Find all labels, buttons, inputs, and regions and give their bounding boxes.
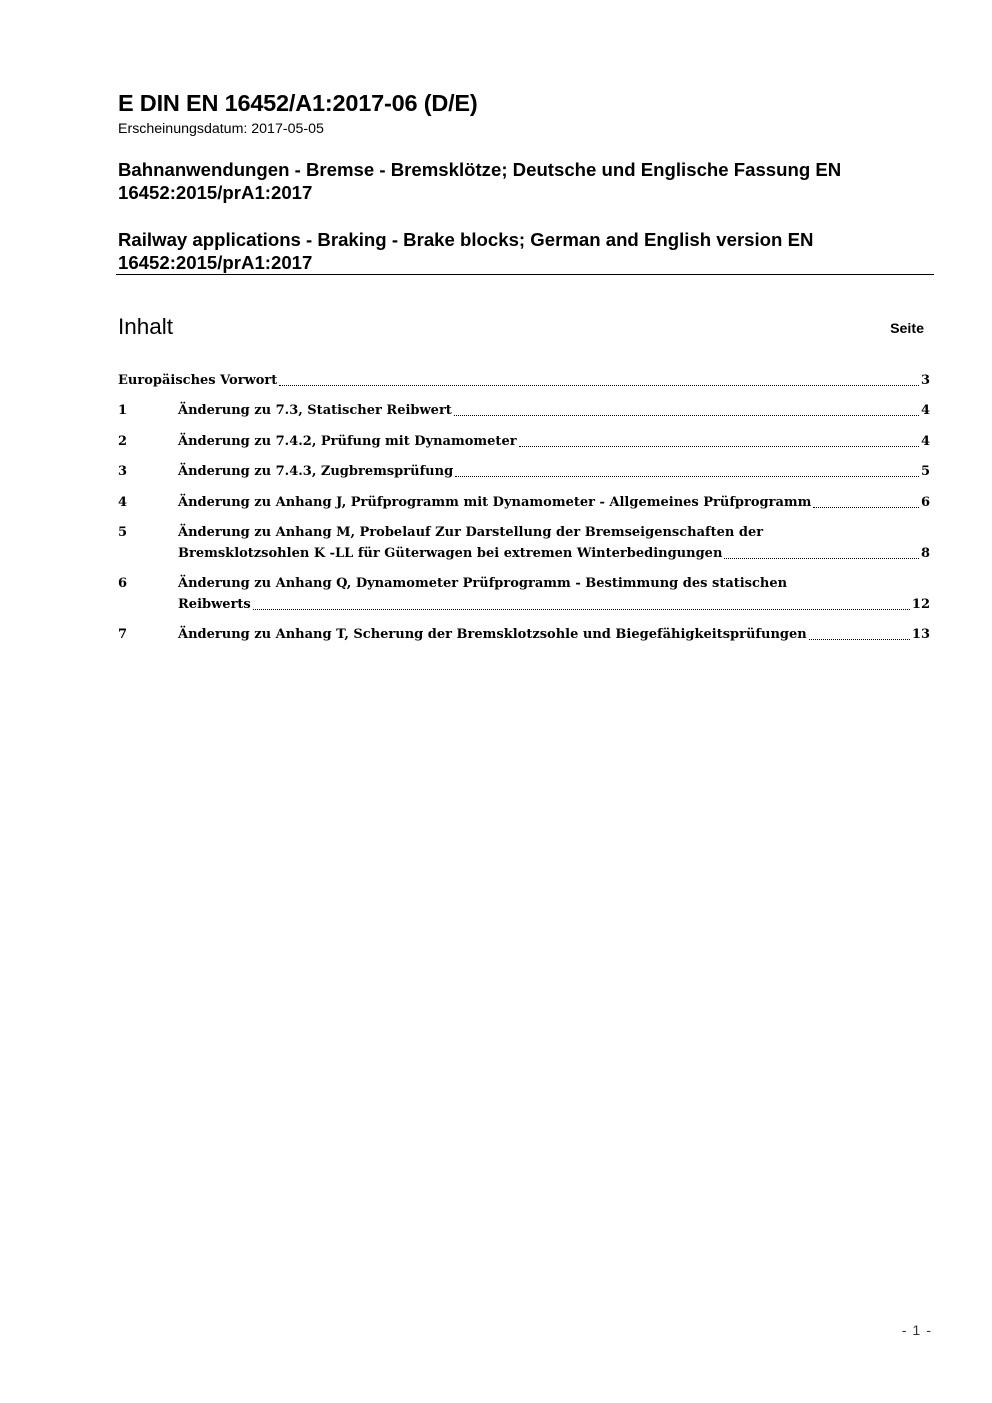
toc-entry-6[interactable] (118, 573, 930, 615)
toc-entry-3[interactable] (118, 461, 930, 482)
title-english: Railway applications - Braking - Brake blocks; German and English version EN 16452:2015/prA1:2017 (118, 229, 814, 273)
header-divider (116, 274, 934, 275)
toc-heading: Inhalt (118, 314, 174, 339)
toc-entry-number: 5 (118, 525, 128, 540)
dot-leader (813, 506, 919, 508)
toc-entry-4[interactable] (118, 492, 930, 513)
dot-leader (455, 475, 919, 477)
toc-entry-7[interactable] (118, 624, 930, 645)
toc-entry-text-continued: Reibwerts (178, 597, 251, 612)
toc-entry-number: 2 (118, 434, 128, 449)
toc-entry-text: Änderung zu Anhang J, Prüfprogramm mit Dynamometer - Allgemeines Prüfprogramm (178, 495, 812, 510)
toc-entry-page: 6 (920, 495, 930, 510)
page-number: - 1 - (901, 1323, 932, 1339)
dot-leader (724, 557, 919, 559)
toc-entry-page: 12 (911, 597, 930, 612)
toc-entry-text: Änderung zu 7.4.3, Zugbremsprüfung (178, 464, 454, 479)
toc-entry-text: Europäisches Vorwort (118, 373, 278, 388)
toc-entry-number: 6 (118, 576, 128, 591)
dot-leader (454, 414, 919, 416)
title-german: Bahnanwendungen - Bremse - Bremsklötze; Deutsche und Englische Fassung EN 16452:2015/prA1:2017 (118, 159, 842, 203)
toc-page-column-header: Seite (890, 321, 924, 337)
toc-entry-number: 4 (118, 495, 128, 510)
toc-entry-1[interactable] (118, 400, 930, 421)
toc-entry-number: 1 (118, 403, 128, 418)
dot-leader (253, 608, 910, 610)
toc-entry-page: 4 (920, 403, 930, 418)
dot-leader (809, 638, 910, 640)
toc-entry-text: Änderung zu Anhang T, Scherung der Bremsklotzsohle und Biegefähigkeitsprüfungen (178, 627, 807, 642)
toc-entry-page: 4 (920, 434, 930, 449)
toc-entry-number: 3 (118, 464, 128, 479)
toc-entry-page: 13 (911, 627, 930, 642)
toc-entry-5[interactable] (118, 522, 930, 564)
toc-entry-text: Änderung zu Anhang Q, Dynamometer Prüfprogramm - Bestimmung des statischen (178, 576, 788, 591)
toc-entry-text: Änderung zu Anhang M, Probelauf Zur Darstellung der Bremseigenschaften der (178, 525, 764, 540)
dot-leader (279, 384, 919, 386)
toc-entry-text: Änderung zu 7.3, Statischer Reibwert (178, 403, 452, 418)
toc-entry-text: Änderung zu 7.4.2, Prüfung mit Dynamometer (178, 434, 517, 449)
toc-entry-text-continued: Bremsklotzsohlen K -LL für Güterwagen bei extremen Winterbedingungen (178, 546, 723, 561)
toc-entry-page: 8 (920, 546, 930, 561)
toc-entry-page: 5 (920, 464, 930, 479)
toc-entry-number: 7 (118, 627, 128, 642)
dot-leader (519, 445, 919, 447)
toc-entry-foreword[interactable] (118, 370, 930, 391)
toc-entry-2[interactable] (118, 431, 930, 452)
document-title: E DIN EN 16452/A1:2017-06 (D/E) (118, 90, 478, 116)
publication-date: Erscheinungsdatum: 2017-05-05 (118, 121, 324, 137)
toc-entry-page: 3 (920, 373, 930, 388)
